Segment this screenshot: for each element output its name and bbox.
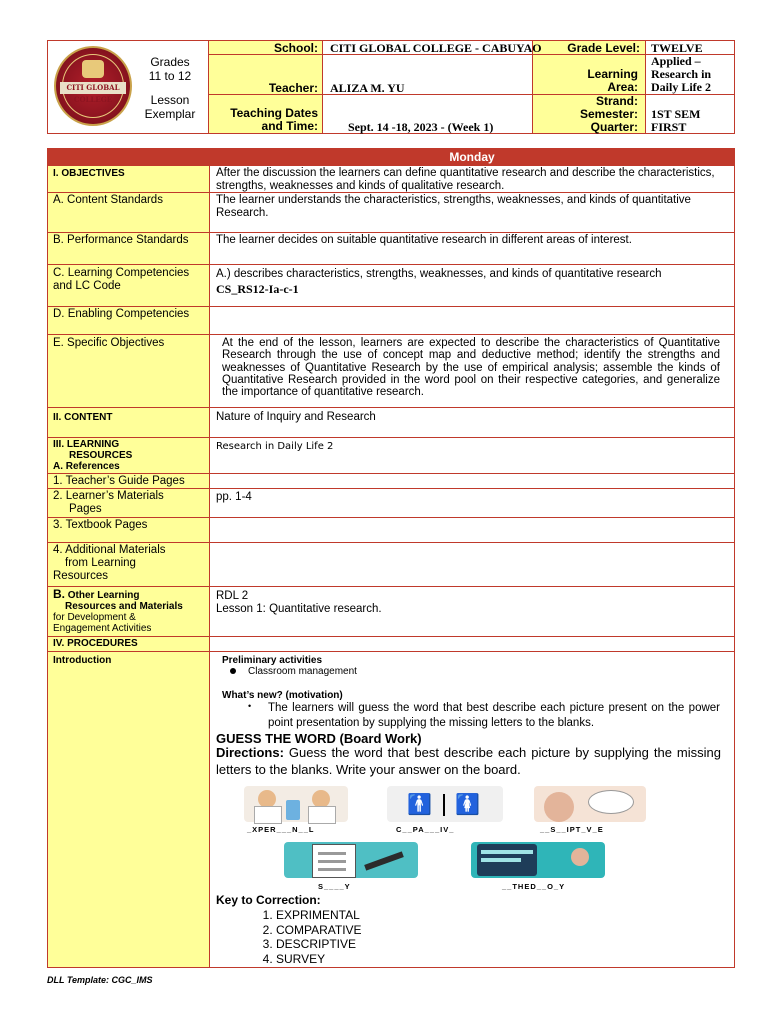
enabling-competencies-label: D. Enabling Competencies — [48, 307, 209, 334]
grade-level-label: Grade Level: — [567, 41, 640, 55]
teachers-guide-label: 1. Teacher’s Guide Pages — [48, 474, 209, 488]
other-resources-label: B. Other Learning Resources and Materials for Development & Engagement Activities — [48, 587, 209, 636]
school-label: School: — [274, 41, 318, 55]
additional-materials-label: 4. Additional Materials from Learning Resources — [48, 543, 209, 586]
answer-key-item: 4. SURVEY — [276, 952, 362, 967]
school-value: CITI GLOBAL COLLEGE - CABUYAO — [330, 41, 542, 55]
semester-quarter-values: 1ST SEM FIRST — [651, 107, 701, 134]
content-standards-label: A. Content Standards — [48, 193, 209, 232]
learners-materials-pages: pp. 1-4 — [216, 491, 252, 503]
content-standards-text: The learner understands the characteristics, strengths, weaknesses, and kinds of quantitative Research. — [216, 194, 691, 219]
template-footer: DLL Template: CGC_IMS — [47, 975, 153, 985]
performance-standards-text: The learner decides on suitable quantitative research in different areas of interest. — [216, 234, 632, 246]
objectives-label: I. OBJECTIVES — [48, 166, 209, 192]
resources-text: Research in Daily Life 2 — [216, 441, 334, 452]
learning-resources-label: III. LEARNING RESOURCES A. References — [48, 438, 209, 473]
strand-semester-quarter-labels: Strand: Semester: Quarter: — [579, 94, 638, 134]
learning-competencies-text: A.) describes characteristics, strengths, weaknesses, and kinds of quantitative research CS_RS12-Ia-c-1 — [216, 268, 662, 296]
teacher-label: Teacher: — [268, 81, 318, 95]
grade-level-value: TWELVE — [651, 41, 703, 55]
scientists-picture — [244, 786, 348, 822]
preliminary-activities: Preliminary activities — [222, 655, 323, 666]
methodology-picture — [471, 842, 605, 878]
introduction-label: Introduction — [48, 652, 209, 967]
other-resources-text: RDL 2 Lesson 1: Quantitative research. — [216, 590, 382, 615]
blank-word-5: __THED__O_Y — [502, 882, 566, 891]
answer-key-item: 2. COMPARATIVE — [276, 923, 362, 938]
bullet: • — [248, 701, 252, 711]
dates-value: Sept. 14 -18, 2023 - (Week 1) — [348, 120, 494, 134]
key-to-correction-title: Key to Correction: — [216, 893, 321, 907]
blank-word-2: C__PA___IV_ — [396, 825, 455, 834]
day-header: Monday — [210, 149, 734, 165]
learning-competencies-label: C. Learning Competencies and LC Code — [48, 265, 209, 306]
specific-objectives-text: At the end of the lesson, learners are expected to describe the characteristics of Quantitative Research through the use of concept map and deductive method; identify the strengths and weaknesses of Quantitative Research by the use of empirical analysis; assemble the kinds of Quantitative Research provided in the word pool on their respective categories, and generalize the importance of quantitative research. — [222, 337, 720, 399]
learning-area-value: Applied – Research in Daily Life 2 — [651, 54, 712, 94]
guess-the-word-title: GUESS THE WORD (Board Work) — [216, 731, 422, 746]
learners-instruction: The learners will guess the word that best describe each picture present on the power point presentation by supplying the missing letters to the blanks. — [268, 702, 720, 729]
classroom-management: Classroom management — [230, 666, 357, 677]
blank-word-3: __S__IPT_V_E — [540, 825, 604, 834]
objectives-text: After the discussion the learners can define quantitative research and describe the characteristics, strengths, weaknesses and kinds of qualitative research. — [216, 167, 715, 192]
performance-standards-label: B. Performance Standards — [48, 233, 209, 264]
grades-label: Grades 11 to 12 Lesson Exemplar — [144, 55, 196, 121]
learning-area-label: Learning Area: — [587, 67, 638, 94]
teacher-value: ALIZA M. YU — [330, 81, 405, 95]
textbook-pages-label: 3. Textbook Pages — [48, 518, 209, 542]
specific-objectives-label: E. Specific Objectives — [48, 335, 209, 407]
content-text: Nature of Inquiry and Research — [216, 411, 376, 423]
college-logo: CITI GLOBAL COLLEGE — [54, 46, 132, 126]
answer-key-list — [216, 908, 362, 966]
procedures-label: IV. PROCEDURES — [48, 637, 209, 651]
survey-picture — [284, 842, 418, 878]
answer-key-item: 3. DESCRIPTIVE — [276, 937, 362, 952]
whats-new-heading: What’s new? (motivation) — [222, 690, 343, 701]
description-picture — [534, 786, 646, 822]
blank-word-4: S____Y — [318, 882, 351, 891]
blank-word-1: _XPER___N__L — [247, 825, 315, 834]
answer-key-item: 1. EXPRIMENTAL — [276, 908, 362, 923]
dates-label: Teaching Dates and Time: — [230, 106, 318, 133]
content-label: II. CONTENT — [48, 408, 209, 437]
learners-materials-label: 2. Learner’s Materials Pages — [48, 489, 209, 517]
comparison-icon-picture: 🚹 🚺 — [387, 786, 503, 822]
directions-text: Directions: Guess the word that best describe each picture by supplying the missing letters to the blanks. Write your answer on the board. — [216, 745, 721, 777]
